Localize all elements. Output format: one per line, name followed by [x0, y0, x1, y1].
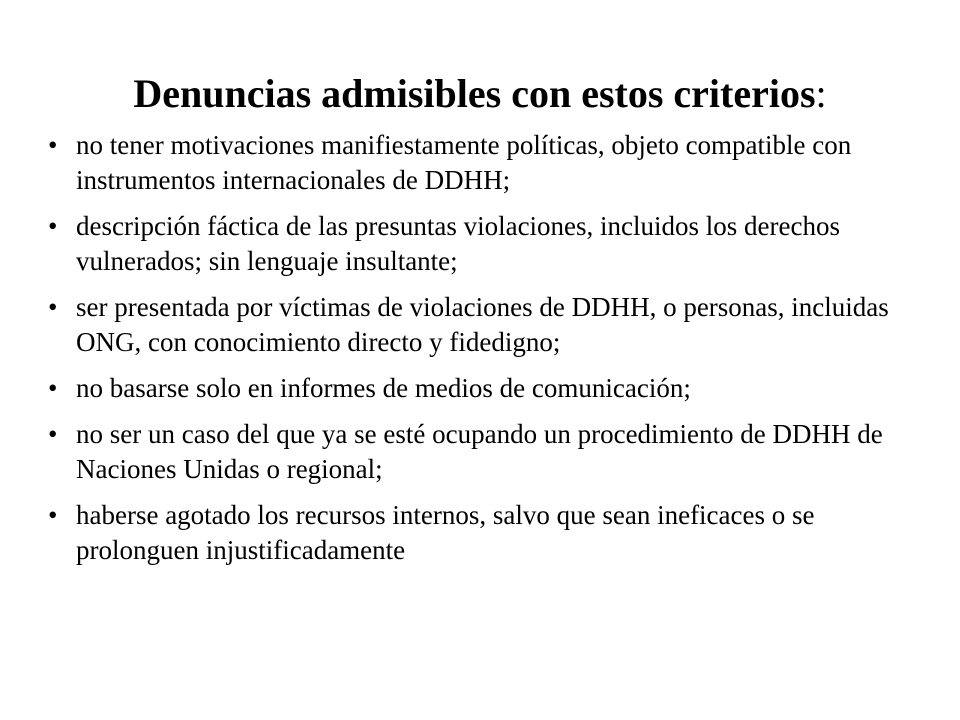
criteria-item	[48, 209, 908, 279]
criteria-list	[48, 128, 908, 579]
slide-title-colon: :	[815, 71, 827, 116]
criteria-item-text: no basarse solo en informes de medios de comunicación;	[76, 373, 691, 403]
criteria-item	[48, 128, 908, 198]
slide-title	[0, 68, 960, 120]
bullet-icon: •	[48, 500, 58, 530]
bullet-icon: •	[48, 211, 58, 241]
criteria-item-text: no tener motivaciones manifiestamente políticas, objeto compatible con instrumentos internacionales de DDHH;	[76, 130, 852, 195]
criteria-item-text: ser presentada por víctimas de violaciones de DDHH, o personas, incluidas ONG, con conocimiento directo y fidedigno;	[76, 292, 889, 357]
slide-title-text: Denuncias admisibles con estos criterios	[133, 71, 816, 116]
bullet-icon: •	[48, 292, 58, 322]
bullet-icon: •	[48, 130, 58, 160]
criteria-item-text: descripción fáctica de las presuntas violaciones, incluidos los derechos vulnerados; sin lenguaje insultante;	[76, 211, 841, 276]
criteria-item	[48, 290, 908, 360]
criteria-item	[48, 371, 908, 406]
criteria-item	[48, 498, 908, 568]
bullet-icon: •	[48, 373, 58, 403]
criteria-item	[48, 417, 908, 487]
bullet-icon: •	[48, 419, 58, 449]
criteria-item-text: no ser un caso del que ya se esté ocupando un procedimiento de DDHH de Naciones Unidas o regional;	[76, 419, 883, 484]
criteria-item-text: haberse agotado los recursos internos, salvo que sean ineficaces o se prolonguen injustificadamente	[76, 500, 815, 565]
